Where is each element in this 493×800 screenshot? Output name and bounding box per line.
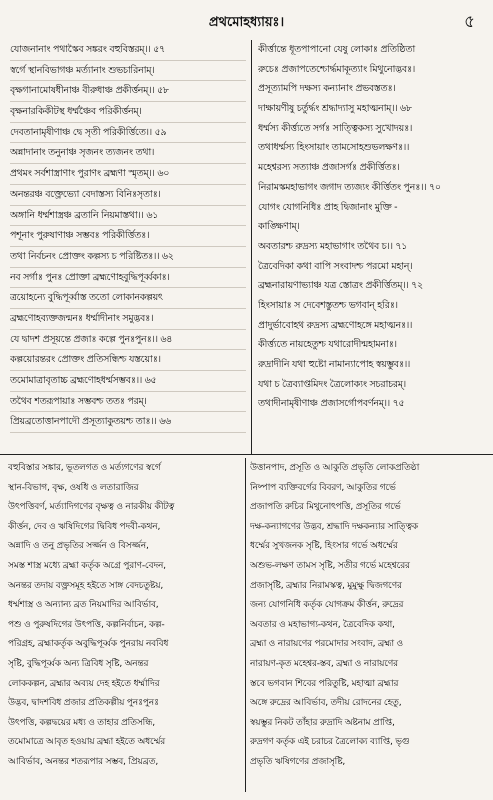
verse-line: প্রসূত্যামপি দক্ষস্য কন্যানাং প্রভবস্ততঃ। <box>258 83 396 95</box>
verse-line: তথাধর্ম্মস্য হিংসায়াং তামসোহশুভলক্ষণঃ।। <box>258 142 410 154</box>
verse-line: প্রিয়ব্রতোত্তানপাদৌ প্রসূত্যাকুতয়শ্চ তাঃ।। ৬৬ <box>10 412 246 433</box>
translation-line: ধর্ম্মশাস্ত্র ও অন্যান্য ব্রত নিয়মাদির আবির্ভাব, <box>8 599 159 611</box>
page-number: ৫ <box>463 12 475 32</box>
verse-line: কাঙ্ক্ষিণাম্‌। <box>258 221 300 233</box>
verse-line: মহেশ্বরস্য সত্যাঞ্চ প্রজাসর্গঃ প্রকীর্ত্তিতঃ। <box>258 162 400 174</box>
translation-line: প্রজাসৃষ্টি, ব্রহ্মার নিরামস্কত্ব, মুমুক্ষু দ্বিজগণের <box>250 579 402 591</box>
verse-line: স্বর্গে স্থানবিভাগঞ্চ মর্ত্যানাং শুভচারিনাম্‌। <box>10 61 246 82</box>
translation-line: পশু ও পুরুষদিগের উৎপত্তি, কল্পনির্বাচন, কল্প- <box>8 618 165 630</box>
translation-line: আবির্ভাব, অনন্তর শতরূপার সম্ভব, প্রিয়ব্রত, <box>8 755 159 767</box>
translation-line: অন্নাদি ও তনু প্রভৃতির সর্জ্জন ও বিসর্জ্জন, <box>8 540 149 552</box>
translation-line: প্রজাপতি রুচির মিথুনোৎপত্তি, প্রসূতির গর্ভে <box>250 501 401 513</box>
translation-line: উত্তানপাদ, প্রসূতি ও আকুতি প্রভৃতি লোকপ্রতিষ্ঠা <box>250 462 420 473</box>
verse-line: তথাদীনামৃষীণাঞ্চ প্রজাসর্গোপবর্ণনম্‌।। ৭৫ <box>258 398 405 410</box>
translation-line: উদ্ভব, দ্বাদশবিধ প্রজার প্রতিকল্পীয় পুনঃপুনঃ <box>8 697 159 709</box>
verse-line: যোগং যোগনিধিঃ প্রাহ দ্বিজানাং মুক্তি - <box>258 201 398 213</box>
verse-line: নব সর্গাঃ পুনঃ প্রোক্তা ব্রহ্মণোহবুদ্ধিপূর্ব্বকাঃ। <box>10 268 246 289</box>
verse-section <box>8 40 485 454</box>
translation-line: সমস্ত শাস্ত্র মধ্যে ব্রহ্মা কর্তৃক অগ্রে পুরাণ-বেদন, <box>8 559 166 571</box>
translation-line: স্থান-বিভাগ, বৃক্ষ, ওষধি ও লতারাজির <box>8 481 139 493</box>
translation-column-left <box>8 458 240 772</box>
verse-line: দাক্ষায়ণীষু চর্তুর্দ্ধং শ্রদ্ধাদ্যাসু মহাত্মনাম্‌।। ৬৮ <box>258 103 412 115</box>
translation-line: উৎপত্তি, কল্পদ্বয়ের মধ্য ও তাহার প্রতিসন্ধি, <box>8 716 155 728</box>
verse-line: নিরামস্কমহাভাগং জগাদ ত্যজ্যং কীর্ত্তিতং পুনঃ।। ৭০ <box>258 181 441 193</box>
translation-line: অনন্তর তদায় বক্ত্রসমূহ হইতে সাঙ্গ বেদচতুষ্টয়, <box>8 579 163 591</box>
translation-line: ব্রহ্মা ও নারায়ণের পরমোদার সংবাদ, ব্রহ্মা ও <box>250 638 404 650</box>
translation-line: অশুভ-লক্ষণ তামস সৃষ্টি, সতীর গর্ভে মহেশ্বরের <box>250 559 410 571</box>
verse-line: যোজনানাং পথাস্কৈব সঙ্করং বহুবিস্তরম্‌।। ৫৭ <box>10 40 246 61</box>
verse-line: কীর্ত্তান্তে ধূতপাপানো যেষু লোকাঃ প্রতিষ্ঠিতা <box>258 44 415 55</box>
verse-line: অঙ্গানি ধর্ম্মশাস্ত্রঞ্চ ব্রতানি নিয়মাস্তথা।। ৬১ <box>10 206 246 227</box>
translation-line: তমোমাত্রে আবৃত হওয়ায় ব্রহ্মা হইতে অধর্ম্মের <box>8 736 165 748</box>
verse-line: অবতারশ্চ রুদ্রস্য মহাভাগাং তথৈব চ।। ৭১ <box>258 240 408 252</box>
verse-line: রুদ্রাদীনি যথা হুষ্টো নামান্যাপোহ স্বয়ম্ভুবঃ।। <box>258 359 411 370</box>
translation-line: সৃষ্টি, বুদ্ধিপূর্ব্বক অন্য ত্রিবিধ সৃষ্টি, অনন্তর <box>8 657 149 669</box>
verse-line: ধর্ম্মস্য কীর্ত্ত্যতে সর্গঃ সাত্ত্বিকস্য সুখোদয়ঃ। <box>258 122 413 134</box>
translation-line: অঙ্গে রুদ্রের আবির্ভাব, তদীয় রোদনের হেতু, <box>250 697 402 709</box>
translation-line: কীর্ত্তন, দেব ও ঋষিদিগের দ্বিবিধ পদবী-কথন, <box>8 520 161 532</box>
verse-line: দেবতানামৃষীণাঞ্চ দ্বে সৃতী পরিকীর্ত্তিতে।। ৫৯ <box>10 123 246 144</box>
translation-line: নিষ্পাপ ব্যক্তিবর্গের বিবরণ, আকুতির গর্ভে <box>250 481 396 493</box>
verse-line: ব্রহ্মণোহব্যক্তজন্মনঃ ধর্ম্মাদীনাং সমুদ্ভবঃ। <box>10 309 246 330</box>
verse-column-left <box>10 40 246 433</box>
verse-line: তমোমাত্রাবৃতাচ্চ ব্রহ্মণোহধর্ম্মসম্ভবঃ।। ৬৫ <box>10 371 246 392</box>
verse-line: বৃক্ষনারকিকীটস্থ ধর্ম্মঞ্চৈব পরিকীর্ত্তনম্‌। <box>10 102 246 123</box>
verse-line: বৃক্ষগানামোষধীনাঞ্চ বীরুধাঞ্চ প্রকীর্ত্তনম্‌।। ৫৮ <box>10 81 246 102</box>
translation-line: লোককল্পন, ব্রহ্মার অব্যয় দেহ হইতে ধর্ম্মাদির <box>8 677 160 689</box>
column-divider <box>251 40 252 454</box>
chapter-title: প্রথমোহধ্যায়ঃ। <box>208 15 285 30</box>
verse-line: পশূনাং পুরুষাণাঞ্চ সম্ভবঃ পরিকীর্ত্তিতঃ। <box>10 226 246 247</box>
translation-section <box>8 458 485 792</box>
translation-line: ধর্ম্মের সুখজনক সৃষ্টি, হিংসার গর্ভে অধর্ম্মের <box>250 540 398 552</box>
translation-line: বহুবিস্তার সঙ্কার, ভূতলগত ও মর্ত্যগণের স্বর্গে <box>8 462 161 473</box>
verse-line: যে দ্বাদশ প্রসূয়ন্তে প্রজাঃ কল্পে পুনঃপুনঃ।। ৬৪ <box>10 330 246 351</box>
verse-line: হিংসায়াঃ স দেবেশস্তুতশ্চ ভগবান্‌ হরিঃ। <box>258 299 398 311</box>
verse-line: তথা নির্বচনং প্রোক্তং কল্পস্য চ পরিষ্টিতঃ।। ৬২ <box>10 247 246 268</box>
translation-line: জন্য যোগনিধি কর্তৃক যোগক্রম কীর্ত্তন, রুদ্রের <box>250 599 404 611</box>
translation-line: উৎপত্তিবর্ণ, মর্ত্যাদিগণের বৃক্ষত্ব ও নারকীয় কীটত্ব <box>8 501 175 513</box>
translation-line: দক্ষ-কন্যাগণের উদ্ভব, শ্রদ্ধাদি দক্ষকন্যার সাত্ত্বিক <box>250 520 419 532</box>
verse-line: কীর্ত্ত্যতে নায়হেতুশ্চ যথারোদীন্মহামনাঃ। <box>258 339 397 351</box>
section-divider <box>0 454 493 455</box>
translation-line: স্বয়ম্ভুর নিকট তাঁহার রুদ্রাদি অষ্টনাম প্রাপ্তি, <box>250 716 395 728</box>
verse-line: অন্নাদানাং তনুনাঞ্চ সৃজনং ত্যজনং তথা। <box>10 143 246 164</box>
verse-line: তথৈব শতরূপায়াঃ সম্ভবশ্চ ততঃ পরম্‌। <box>10 392 246 413</box>
column-divider <box>245 458 246 792</box>
page-header <box>8 0 485 40</box>
translation-line: নারায়ণ-কৃত মহেশ্বর-স্তব, ব্রহ্মা ও নারায়ণের <box>250 657 398 669</box>
verse-line: অনন্তরঞ্চ বক্ত্রেভ্যো বেদাস্তস্য বিনিঃসৃতাঃ। <box>10 185 246 206</box>
verse-column-right <box>258 40 483 414</box>
verse-line: প্রথমং সর্বশাস্ত্রাণাং পুরাণং ব্রহ্মণা স্মৃতম্‌।। ৬০ <box>10 164 246 185</box>
verse-line: কল্পয়োরন্তরং প্রোক্তং প্রতিসন্ধিশ্চ যস্তয়োঃ। <box>10 350 246 371</box>
translation-line: প্রভৃতি ঋষিগণের প্রজাসৃষ্টি, <box>250 755 346 767</box>
verse-line: যথা চ ত্রৈব্যাপ্তমিদং ত্রৈলোক্যং সচরাচরম্‌। <box>258 378 406 390</box>
translation-line: অবতার ও মহাভাগ্য-কথন, ত্রৈবেদিক কথা, <box>250 618 395 630</box>
verse-line: রুচেঃ প্রজাপতেশ্চোর্দ্ধমাকূত্যাং মিথুনোদ্ভবঃ। <box>258 63 415 75</box>
translation-line: স্তবে ভগবান শিবের পরিতুষ্টি, মহাত্মা ব্রহ্মার <box>250 677 399 689</box>
verse-line: প্রাদুর্ভাবোহথ রুদ্রস্য ব্রহ্মণোহঙ্গে মহাত্মনঃ।। <box>258 319 413 331</box>
translation-column-right <box>250 458 485 772</box>
verse-line: ব্রহ্মনারায়ণাভ্যাঞ্চ যত্র স্তোত্রং প্রকীর্ত্তিতম্‌।। ৭২ <box>258 280 423 292</box>
verse-line: ত্রয়োহন্যে বুদ্ধিপূর্ব্বাস্ত ততো লোকানকল্পয়ৎ <box>10 288 246 309</box>
translation-line: রুদ্রগণ কর্তৃক এই চরাচর ত্রৈলোক্য ব্যাপ্তি, ভৃগু <box>250 736 410 748</box>
verse-line: ত্রৈবেদিকা কথা বাপি সংবাদশ্চ পরমো মহান্‌। <box>258 260 413 272</box>
translation-line: পরিগ্রহ, ব্রহ্মাকর্তৃক অবুদ্ধিপূর্ব্বক পুনরায় নববিধ <box>8 638 169 650</box>
